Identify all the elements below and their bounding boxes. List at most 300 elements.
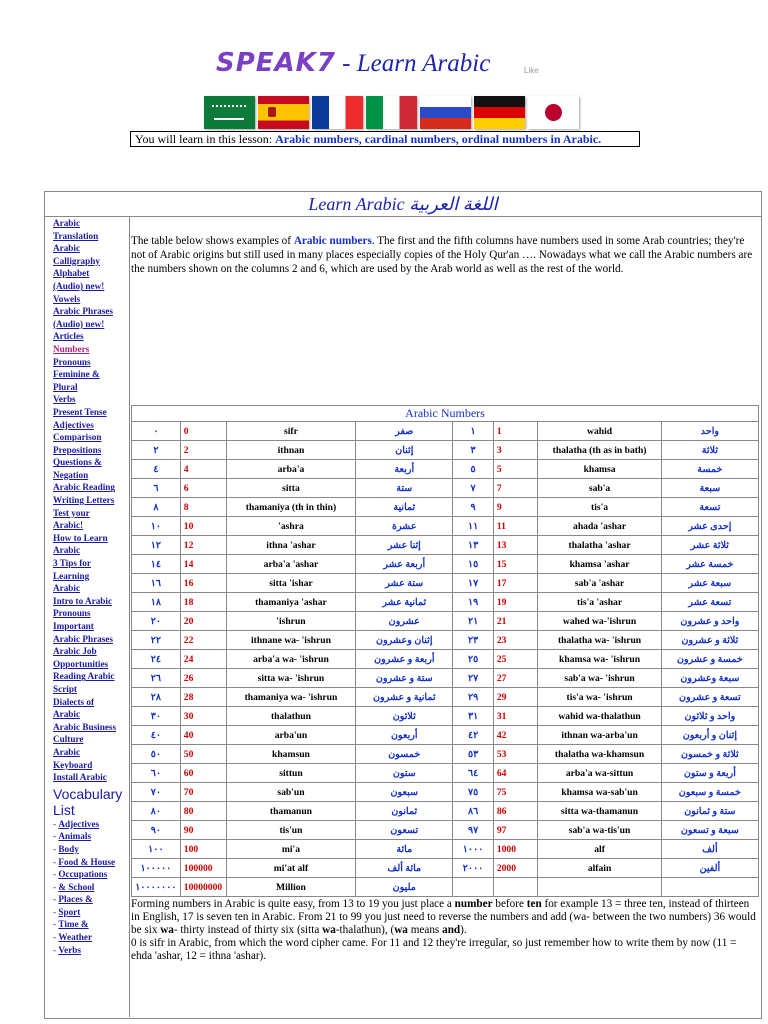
western-numeral: 0 <box>180 422 226 441</box>
eastern-numeral: ٦٠ <box>132 764 181 783</box>
transliteration: thalathun <box>226 707 356 726</box>
arabic-word: واحد و ثلاثون <box>661 707 758 726</box>
transliteration: sab'a 'ashar <box>538 574 661 593</box>
table-row <box>132 802 759 821</box>
western-numeral: 2 <box>180 441 226 460</box>
arabic-word: ألف <box>661 840 758 859</box>
eastern-numeral: ٢ <box>132 441 181 460</box>
explanation-bold: wa <box>394 924 408 936</box>
vocab-link[interactable]: Weather <box>58 932 93 943</box>
eastern-numeral: ٦ <box>132 479 181 498</box>
sidebar-link[interactable]: Arabic Business <box>53 721 117 732</box>
arabic-word: أربعة <box>356 460 453 479</box>
eastern-numeral: ٤٠ <box>132 726 181 745</box>
arabic-word: سبعة وعشرون <box>661 669 758 688</box>
sidebar-link[interactable]: Arabic <box>53 243 81 254</box>
arabic-word: خمسة و عشرون <box>661 650 758 669</box>
vocab-link[interactable]: Adjectives <box>58 818 100 829</box>
sidebar-link[interactable]: Install Arabic <box>53 772 107 783</box>
table-row <box>132 555 759 574</box>
sidebar-link[interactable]: Opportunities <box>53 658 109 669</box>
arabic-word: أربعة و ستون <box>661 764 758 783</box>
arabic-word: خمسون <box>356 745 453 764</box>
western-numeral: 75 <box>493 783 538 802</box>
sidebar-link[interactable]: Feminine & <box>53 369 100 380</box>
western-numeral: 60 <box>180 764 226 783</box>
transliteration: thalatha wa- 'ishrun <box>538 631 661 650</box>
lesson-summary <box>130 131 640 147</box>
eastern-numeral: ٣ <box>453 441 493 460</box>
table-row <box>132 536 759 555</box>
western-numeral: 29 <box>493 688 538 707</box>
transliteration: ithnan <box>226 441 356 460</box>
table-row <box>132 783 759 802</box>
western-numeral: 18 <box>180 593 226 612</box>
eastern-numeral: ٣٠ <box>132 707 181 726</box>
table-row <box>132 859 759 878</box>
western-numeral: 28 <box>180 688 226 707</box>
explanation-text: - thirty instead of thirty six (sitta <box>173 924 323 936</box>
eastern-numeral: ٢٨ <box>132 688 181 707</box>
explanation-text: means <box>407 924 443 936</box>
arabic-word: أربعة و عشرون <box>356 650 453 669</box>
eastern-numeral: ١٠ <box>132 517 181 536</box>
eastern-numeral: ١٠٠٠٠٠ <box>132 859 181 878</box>
table-row <box>132 745 759 764</box>
germany-flag[interactable] <box>474 96 525 129</box>
western-numeral: 19 <box>493 593 538 612</box>
brand-name: SPEAK7 <box>216 48 336 78</box>
vocab-item: - & School <box>53 881 95 892</box>
arabic-word: إثنان <box>356 441 453 460</box>
vocab-link[interactable]: Time & <box>58 919 89 930</box>
sidebar-link[interactable]: Intro to Arabic <box>53 595 113 606</box>
eastern-numeral: ١٠٠٠ <box>453 840 493 859</box>
like-button[interactable]: Like <box>524 66 539 75</box>
site-logo[interactable] <box>216 48 490 88</box>
explanation-bold: wa <box>322 924 336 936</box>
explanation-bold: and <box>442 924 461 936</box>
arabic-word: إحدى عشر <box>661 517 758 536</box>
page-title: Learn Arabic اللغة العربية <box>45 192 761 217</box>
eastern-numeral: ٢٥ <box>453 650 493 669</box>
arabic-word: خمسة و سبعون <box>661 783 758 802</box>
intro-paragraph <box>131 234 757 276</box>
sidebar-link[interactable]: Arabic <box>53 709 81 720</box>
vocab-link[interactable]: Sport <box>58 906 81 917</box>
arabic-word: ثلاثة عشر <box>661 536 758 555</box>
western-numeral: 22 <box>180 631 226 650</box>
arabic-word: ثلاثة و عشرون <box>661 631 758 650</box>
sidebar-link[interactable]: Arabic <box>53 545 81 556</box>
sidebar-link[interactable]: Alphabet <box>53 268 90 279</box>
table-row <box>132 441 759 460</box>
vocab-link[interactable]: Occupations <box>58 869 108 880</box>
transliteration: thalatha (th as in bath) <box>538 441 661 460</box>
sidebar-link[interactable]: Arabic <box>53 218 81 228</box>
transliteration: tis'a <box>538 498 661 517</box>
eastern-numeral: ٦٤ <box>453 764 493 783</box>
russia-flag[interactable] <box>420 96 471 129</box>
explanation-text: -thalathun), ( <box>335 924 395 936</box>
transliteration: arba'a wa-sittun <box>538 764 661 783</box>
sidebar-link[interactable]: Verbs <box>53 394 76 405</box>
arabic-word: خمسة <box>661 460 758 479</box>
sidebar-link[interactable]: Negation <box>53 469 89 480</box>
arabic-word: إثنا عشر <box>356 536 453 555</box>
eastern-numeral: ٢٧ <box>453 669 493 688</box>
vocab-link[interactable]: Verbs <box>58 944 81 955</box>
arabic-word: مائة ألف <box>356 859 453 878</box>
italy-flag[interactable] <box>366 96 417 129</box>
sidebar-link[interactable]: Vowels <box>53 293 81 304</box>
sidebar-link[interactable]: (Audio) new! <box>53 280 105 291</box>
western-numeral: 80 <box>180 802 226 821</box>
vocab-item: - Weather <box>53 932 93 943</box>
arabic-word: ثمانية عشر <box>356 593 453 612</box>
explanation-text: for example 13 = three ten, instead of thirteen in English, 17 is seven ten in Arabic. From 21 to 99 you just need to reverse the numbers and add (wa- between the two numbers) 36 would be six <box>131 898 756 936</box>
western-numeral: 31 <box>493 707 538 726</box>
sidebar-link[interactable]: Comparison <box>53 432 102 443</box>
sidebar-link[interactable]: Translation <box>53 230 99 241</box>
sidebar-link[interactable]: Questions & <box>53 457 102 468</box>
sidebar-link[interactable]: Arabic <box>53 746 81 757</box>
transliteration: sitta wa-thamanun <box>538 802 661 821</box>
sidebar-link[interactable]: Prepositions <box>53 444 102 455</box>
western-numeral: 70 <box>180 783 226 802</box>
table-row <box>132 479 759 498</box>
transliteration: arba'a wa- 'ishrun <box>226 650 356 669</box>
eastern-numeral: ٥٣ <box>453 745 493 764</box>
eastern-numeral: ٢٤ <box>132 650 181 669</box>
eastern-numeral: ٩ <box>453 498 493 517</box>
sidebar-link[interactable]: Important <box>53 621 94 631</box>
transliteration: Million <box>226 878 356 897</box>
arabic-word: أربعون <box>356 726 453 745</box>
lesson-prefix: You will learn in this lesson: <box>135 132 276 146</box>
transliteration: khamsun <box>226 745 356 764</box>
eastern-numeral: ٢١ <box>453 612 493 631</box>
transliteration: thamaniya (th in thin) <box>226 498 356 517</box>
site-title: - Learn Arabic <box>335 50 491 77</box>
transliteration: ithnane wa- 'ishrun <box>226 631 356 650</box>
transliteration: sab'a wa- 'ishrun <box>538 669 661 688</box>
arabic-word: تسعة عشر <box>661 593 758 612</box>
eastern-numeral: ٥ <box>453 460 493 479</box>
eastern-numeral: ١٦ <box>132 574 181 593</box>
eastern-numeral: ١٨ <box>132 593 181 612</box>
transliteration: sifr <box>226 422 356 441</box>
vocab-item: - Time & <box>53 919 89 930</box>
sidebar-link[interactable]: Articles <box>53 331 84 342</box>
transliteration: thamaniya wa- 'ishrun <box>226 688 356 707</box>
eastern-numeral: ٥٠ <box>132 745 181 764</box>
transliteration: wahed wa-'ishrun <box>538 612 661 631</box>
vocabulary-heading: Vocabulary List <box>53 785 123 818</box>
sidebar-link[interactable]: 3 Tips for <box>53 558 91 569</box>
sidebar-link[interactable]: Script <box>53 683 77 694</box>
vocab-link[interactable]: Places & <box>58 894 93 905</box>
table-row <box>132 631 759 650</box>
france-flag[interactable] <box>312 96 363 129</box>
sidebar-link[interactable]: Learning <box>53 570 90 581</box>
eastern-numeral: ٠ <box>132 422 181 441</box>
western-numeral: 42 <box>493 726 538 745</box>
western-numeral: 1 <box>493 422 538 441</box>
eastern-numeral: ١٣ <box>453 536 493 555</box>
transliteration: sittun <box>226 764 356 783</box>
arabic-word: صفر <box>356 422 453 441</box>
eastern-numeral: ١١ <box>453 517 493 536</box>
page-header <box>0 0 768 190</box>
arabic-word: إثنان وعشرون <box>356 631 453 650</box>
arabic-word: ثلاثة و خمسون <box>661 745 758 764</box>
western-numeral: 24 <box>180 650 226 669</box>
sidebar-link[interactable]: Pronouns <box>53 608 91 619</box>
western-numeral: 97 <box>493 821 538 840</box>
eastern-numeral: ٢٠ <box>132 612 181 631</box>
western-numeral: 13 <box>493 536 538 555</box>
western-numeral: 8 <box>180 498 226 517</box>
table-row <box>132 764 759 783</box>
arabic-word: سبعة <box>661 479 758 498</box>
table-row <box>132 669 759 688</box>
arabic-word: ثمانون <box>356 802 453 821</box>
eastern-numeral: ٧٥ <box>453 783 493 802</box>
transliteration: sab'a wa-tis'un <box>538 821 661 840</box>
arabic-word: أربعة عشر <box>356 555 453 574</box>
table-row <box>132 821 759 840</box>
transliteration: tis'a 'ashar <box>538 593 661 612</box>
arabic-word: تسعون <box>356 821 453 840</box>
western-numeral: 90 <box>180 821 226 840</box>
arabic-numbers-table <box>131 405 759 897</box>
intro-text: The table below shows examples of <box>131 235 294 247</box>
transliteration: khamsa wa- 'ishrun <box>538 650 661 669</box>
sidebar-link[interactable]: Arabic Phrases <box>53 633 113 644</box>
sidebar-link[interactable]: (Audio) new! <box>53 318 105 329</box>
western-numeral: 23 <box>493 631 538 650</box>
saudi-arabia-flag[interactable] <box>204 96 255 129</box>
eastern-numeral: ٧٠ <box>132 783 181 802</box>
vocab-item: - Adjectives <box>53 818 100 829</box>
western-numeral: 14 <box>180 555 226 574</box>
eastern-numeral: ٤٢ <box>453 726 493 745</box>
transliteration: khamsa wa-sab'un <box>538 783 661 802</box>
eastern-numeral: ١٢ <box>132 536 181 555</box>
transliteration: thamanun <box>226 802 356 821</box>
western-numeral: 2000 <box>493 859 538 878</box>
transliteration: alf <box>538 840 661 859</box>
explanation-bold: wa <box>160 924 174 936</box>
western-numeral: 100000 <box>180 859 226 878</box>
western-numeral <box>493 878 538 897</box>
eastern-numeral: ٨ <box>132 498 181 517</box>
sidebar-link[interactable]: Arabic Job <box>53 646 97 657</box>
sidebar-link[interactable]: Calligraphy <box>53 255 100 266</box>
western-numeral: 11 <box>493 517 538 536</box>
sidebar-link[interactable]: Arabic <box>53 583 81 594</box>
arabic-word: عشرون <box>356 612 453 631</box>
explanation-bold: ten <box>526 898 542 910</box>
transliteration: sab'a <box>538 479 661 498</box>
western-numeral: 1000 <box>493 840 538 859</box>
western-numeral: 12 <box>180 536 226 555</box>
sidebar-link[interactable]: Plural <box>53 381 78 392</box>
sidebar-link[interactable]: Keyboard <box>53 759 93 770</box>
transliteration: arba'a <box>226 460 356 479</box>
arabic-word: سبعة عشر <box>661 574 758 593</box>
sidebar-link[interactable]: Culture <box>53 734 84 745</box>
eastern-numeral: ١٠٠٠٠٠٠٠ <box>132 878 181 897</box>
western-numeral: 9 <box>493 498 538 517</box>
western-numeral: 15 <box>493 555 538 574</box>
arabic-word: واحد <box>661 422 758 441</box>
transliteration <box>538 878 661 897</box>
sidebar-link[interactable]: How to Learn <box>53 532 108 543</box>
arabic-word: ستون <box>356 764 453 783</box>
transliteration: tis'a wa- 'ishrun <box>538 688 661 707</box>
western-numeral: 5 <box>493 460 538 479</box>
western-numeral: 100 <box>180 840 226 859</box>
vocab-link[interactable]: Body <box>58 843 79 854</box>
vocab-item: - Body <box>53 843 79 854</box>
transliteration: thalatha 'ashar <box>538 536 661 555</box>
table-row <box>132 726 759 745</box>
table-row <box>132 593 759 612</box>
explanation-text: Forming numbers in Arabic is quite easy, from 13 to 19 you just place a <box>131 898 455 910</box>
transliteration: sitta 'ishar <box>226 574 356 593</box>
table-row <box>132 498 759 517</box>
intro-text-rest: . The first and the fifth columns have numbers used in some Arab countries; they're not of Arabic origins but still used in many places especially copies of the Holy Qur'an …. Nowadays what we call the Arabic numbers are the numbers shown on the columns 2 and 6, which are used by the Arab world as well as the rest of the world. <box>131 235 753 275</box>
eastern-numeral: ٢٩ <box>453 688 493 707</box>
sidebar-link[interactable]: Writing Letters <box>53 495 115 506</box>
transliteration: 'ashra <box>226 517 356 536</box>
sidebar-link[interactable]: Numbers <box>53 343 90 354</box>
arabic-word <box>661 878 758 897</box>
arabic-word: ثمانية و عشرون <box>356 688 453 707</box>
spain-flag[interactable] <box>258 96 309 129</box>
table-row <box>132 707 759 726</box>
sidebar-link[interactable]: Arabic Phrases <box>53 306 113 317</box>
arabic-word: واحد و عشرون <box>661 612 758 631</box>
vocab-link[interactable]: Animals <box>58 831 92 842</box>
western-numeral: 17 <box>493 574 538 593</box>
eastern-numeral: ٤ <box>132 460 181 479</box>
vocab-link[interactable]: Food & House <box>58 856 116 867</box>
western-numeral: 86 <box>493 802 538 821</box>
arabic-word: ثلاثون <box>356 707 453 726</box>
western-numeral: 25 <box>493 650 538 669</box>
transliteration: mi'a <box>226 840 356 859</box>
sidebar-link[interactable]: Pronouns <box>53 356 91 367</box>
sidebar-link[interactable]: Reading Arabic <box>53 671 115 682</box>
transliteration: sab'un <box>226 783 356 802</box>
transliteration: 'ishrun <box>226 612 356 631</box>
sidebar-link[interactable]: Present Tense <box>53 406 107 417</box>
explanation-paragraph <box>131 898 757 963</box>
eastern-numeral: ٢٠٠٠ <box>453 859 493 878</box>
vocabulary-links <box>45 818 129 957</box>
western-numeral: 21 <box>493 612 538 631</box>
western-numeral: 50 <box>180 745 226 764</box>
eastern-numeral: ٩٠ <box>132 821 181 840</box>
table-row <box>132 688 759 707</box>
eastern-numeral <box>453 878 493 897</box>
eastern-numeral: ١٩ <box>453 593 493 612</box>
western-numeral: 30 <box>180 707 226 726</box>
western-numeral: 27 <box>493 669 538 688</box>
sidebar-link[interactable]: Adjectives <box>53 419 94 430</box>
arabic-word: خمسة عشر <box>661 555 758 574</box>
language-flags <box>204 96 579 129</box>
transliteration: khamsa 'ashar <box>538 555 661 574</box>
arabic-word: تسعة <box>661 498 758 517</box>
eastern-numeral: ٣١ <box>453 707 493 726</box>
japan-flag[interactable] <box>528 96 579 129</box>
lesson-topic: Arabic numbers, cardinal numbers, ordinal numbers in Arabic. <box>275 132 602 146</box>
arabic-word: ثمانية <box>356 498 453 517</box>
transliteration: khamsa <box>538 460 661 479</box>
arabic-word: عشرة <box>356 517 453 536</box>
transliteration: sitta wa- 'ishrun <box>226 669 356 688</box>
eastern-numeral: ٢٦ <box>132 669 181 688</box>
eastern-numeral: ٨٠ <box>132 802 181 821</box>
transliteration: ithnan wa-arba'un <box>538 726 661 745</box>
arabic-word: ألفين <box>661 859 758 878</box>
sidebar-link[interactable]: Arabic! <box>53 520 84 531</box>
western-numeral: 16 <box>180 574 226 593</box>
vocab-item: - Occupations <box>53 869 108 880</box>
western-numeral: 26 <box>180 669 226 688</box>
arabic-word: مليون <box>356 878 453 897</box>
eastern-numeral: ٨٦ <box>453 802 493 821</box>
explanation-text-2: 0 is sifr in Arabic, from which the word cipher came. For 11 and 12 they're irregular, so just remember how to write them by now (11 = ehda 'ashar, 12 = ithna 'ashar). <box>131 937 737 962</box>
sidebar-link[interactable]: Arabic Reading <box>53 482 116 493</box>
transliteration: wahid wa-thalathun <box>538 707 661 726</box>
western-numeral: 7 <box>493 479 538 498</box>
western-numeral: 20 <box>180 612 226 631</box>
table-row <box>132 574 759 593</box>
transliteration: thalatha wa-khamsun <box>538 745 661 764</box>
western-numeral: 6 <box>180 479 226 498</box>
eastern-numeral: ٢٢ <box>132 631 181 650</box>
content-frame <box>44 191 762 1019</box>
sidebar-link[interactable]: Test your <box>53 507 90 518</box>
explanation-bold: number <box>454 898 493 910</box>
sidebar-link[interactable]: Dialects of <box>53 696 95 707</box>
vocab-link[interactable]: & School <box>58 881 95 892</box>
arabic-word: ستة و عشرون <box>356 669 453 688</box>
vocab-item: - Places & <box>53 894 93 905</box>
intro-highlight[interactable]: Arabic numbers <box>293 235 372 247</box>
transliteration: tis'un <box>226 821 356 840</box>
vocab-item: - Sport <box>53 906 81 917</box>
table-row <box>132 517 759 536</box>
table-row <box>132 650 759 669</box>
transliteration: wahid <box>538 422 661 441</box>
table-row <box>132 460 759 479</box>
eastern-numeral: ١٧ <box>453 574 493 593</box>
arabic-word: ستة <box>356 479 453 498</box>
arabic-word: سبعون <box>356 783 453 802</box>
eastern-numeral: ١٠٠ <box>132 840 181 859</box>
eastern-numeral: ٧ <box>453 479 493 498</box>
table-row <box>132 878 759 897</box>
vocab-item: - Animals <box>53 831 92 842</box>
transliteration: thamaniya 'ashar <box>226 593 356 612</box>
transliteration: alfain <box>538 859 661 878</box>
